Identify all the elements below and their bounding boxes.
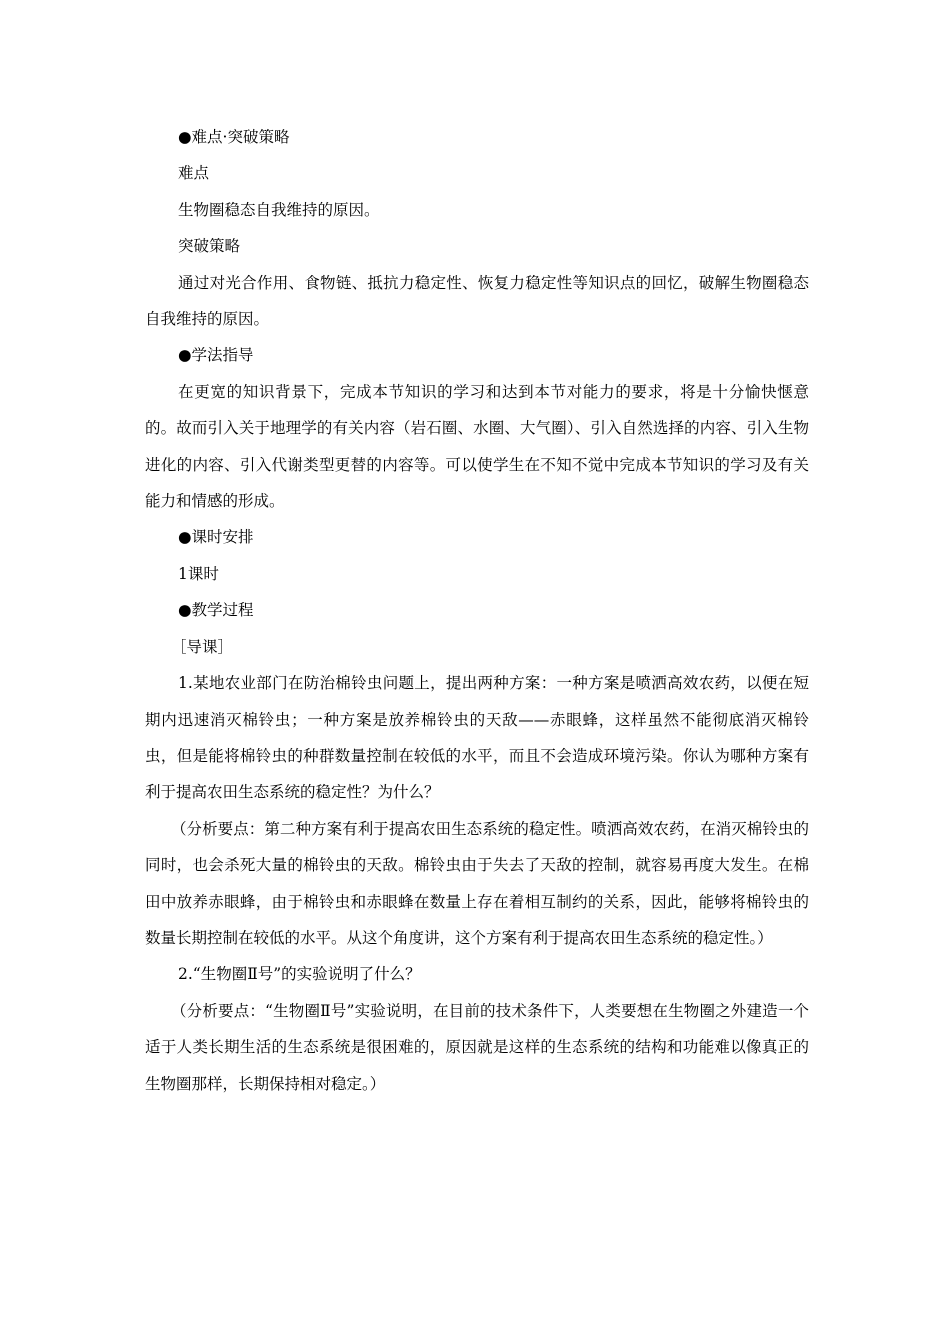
section-heading-difficulty-strategy: ●难点·突破策略 [178,128,290,146]
subheading-difficulty: 难点 [178,164,210,183]
question-1: 1.某地农业部门在防治棉铃虫问题上，提出两种方案：一种方案是喷洒高效农药，以便在短期内迅速消灭棉铃虫；一种方案是放养棉铃虫的天敌——赤眼蜂，这样虽然不能彻底消灭棉铃虫，但是能将棉铃虫的种群数量控制在较低的水平，而且不会造成环境污染。你认为哪种方案有利于提高农田生态系统的稳定性？为什么？ [145,674,809,802]
analysis-2: （分析要点：“生物圈Ⅱ号”实验说明，在目前的技术条件下，人类要想在生物圈之外建造一个适于人类长期生活的生态系统是很困难的，原因就是这样的生态系统的结构和功能难以像真正的生物圈那样，长期保持相对稳定。） [145,1001,809,1093]
document-body [145,119,809,1102]
difficulty-text: 生物圈稳态自我维持的原因。 [178,200,380,219]
study-guide-text: 在更宽的知识背景下，完成本节知识的学习和达到本节对能力的要求，将是十分愉快惬意的。故而引入关于地理学的有关内容（岩石圈、水圈、大气圈）、引入自然选择的内容、引入生物进化的内容、引入代谢类型更替的内容等。可以使学生在不知不觉中完成本节知识的学习及有关能力和情感的形成。 [145,382,809,511]
schedule-text: 1课时 [178,564,219,583]
subheading-strategy: 突破策略 [178,237,241,256]
section-heading-schedule: ●课时安排 [178,528,254,547]
section-heading-study-guide: ●学法指导 [178,346,254,365]
question-2: 2.“生物圈Ⅱ号”的实验说明了什么？ [178,965,421,984]
lead-in-label: ［导课］ [171,637,234,656]
strategy-text: 通过对光合作用、食物链、抵抗力稳定性、恢复力稳定性等知识点的回忆，破解生物圈稳态自我维持的原因。 [145,273,809,329]
analysis-1: （分析要点：第二种方案有利于提高农田生态系统的稳定性。喷洒高效农药，在消灭棉铃虫的同时，也会杀死大量的棉铃虫的天敌。棉铃虫由于失去了天敌的控制，就容易再度大发生。在棉田中放养赤眼蜂，由于棉铃虫和赤眼蜂在数量上存在着相互制约的关系，因此，能够将棉铃虫的数量长期控制在较低的水平。从这个角度讲，这个方案有利于提高农田生态系统的稳定性。） [145,819,809,947]
section-heading-teaching-process: ●教学过程 [178,601,254,620]
